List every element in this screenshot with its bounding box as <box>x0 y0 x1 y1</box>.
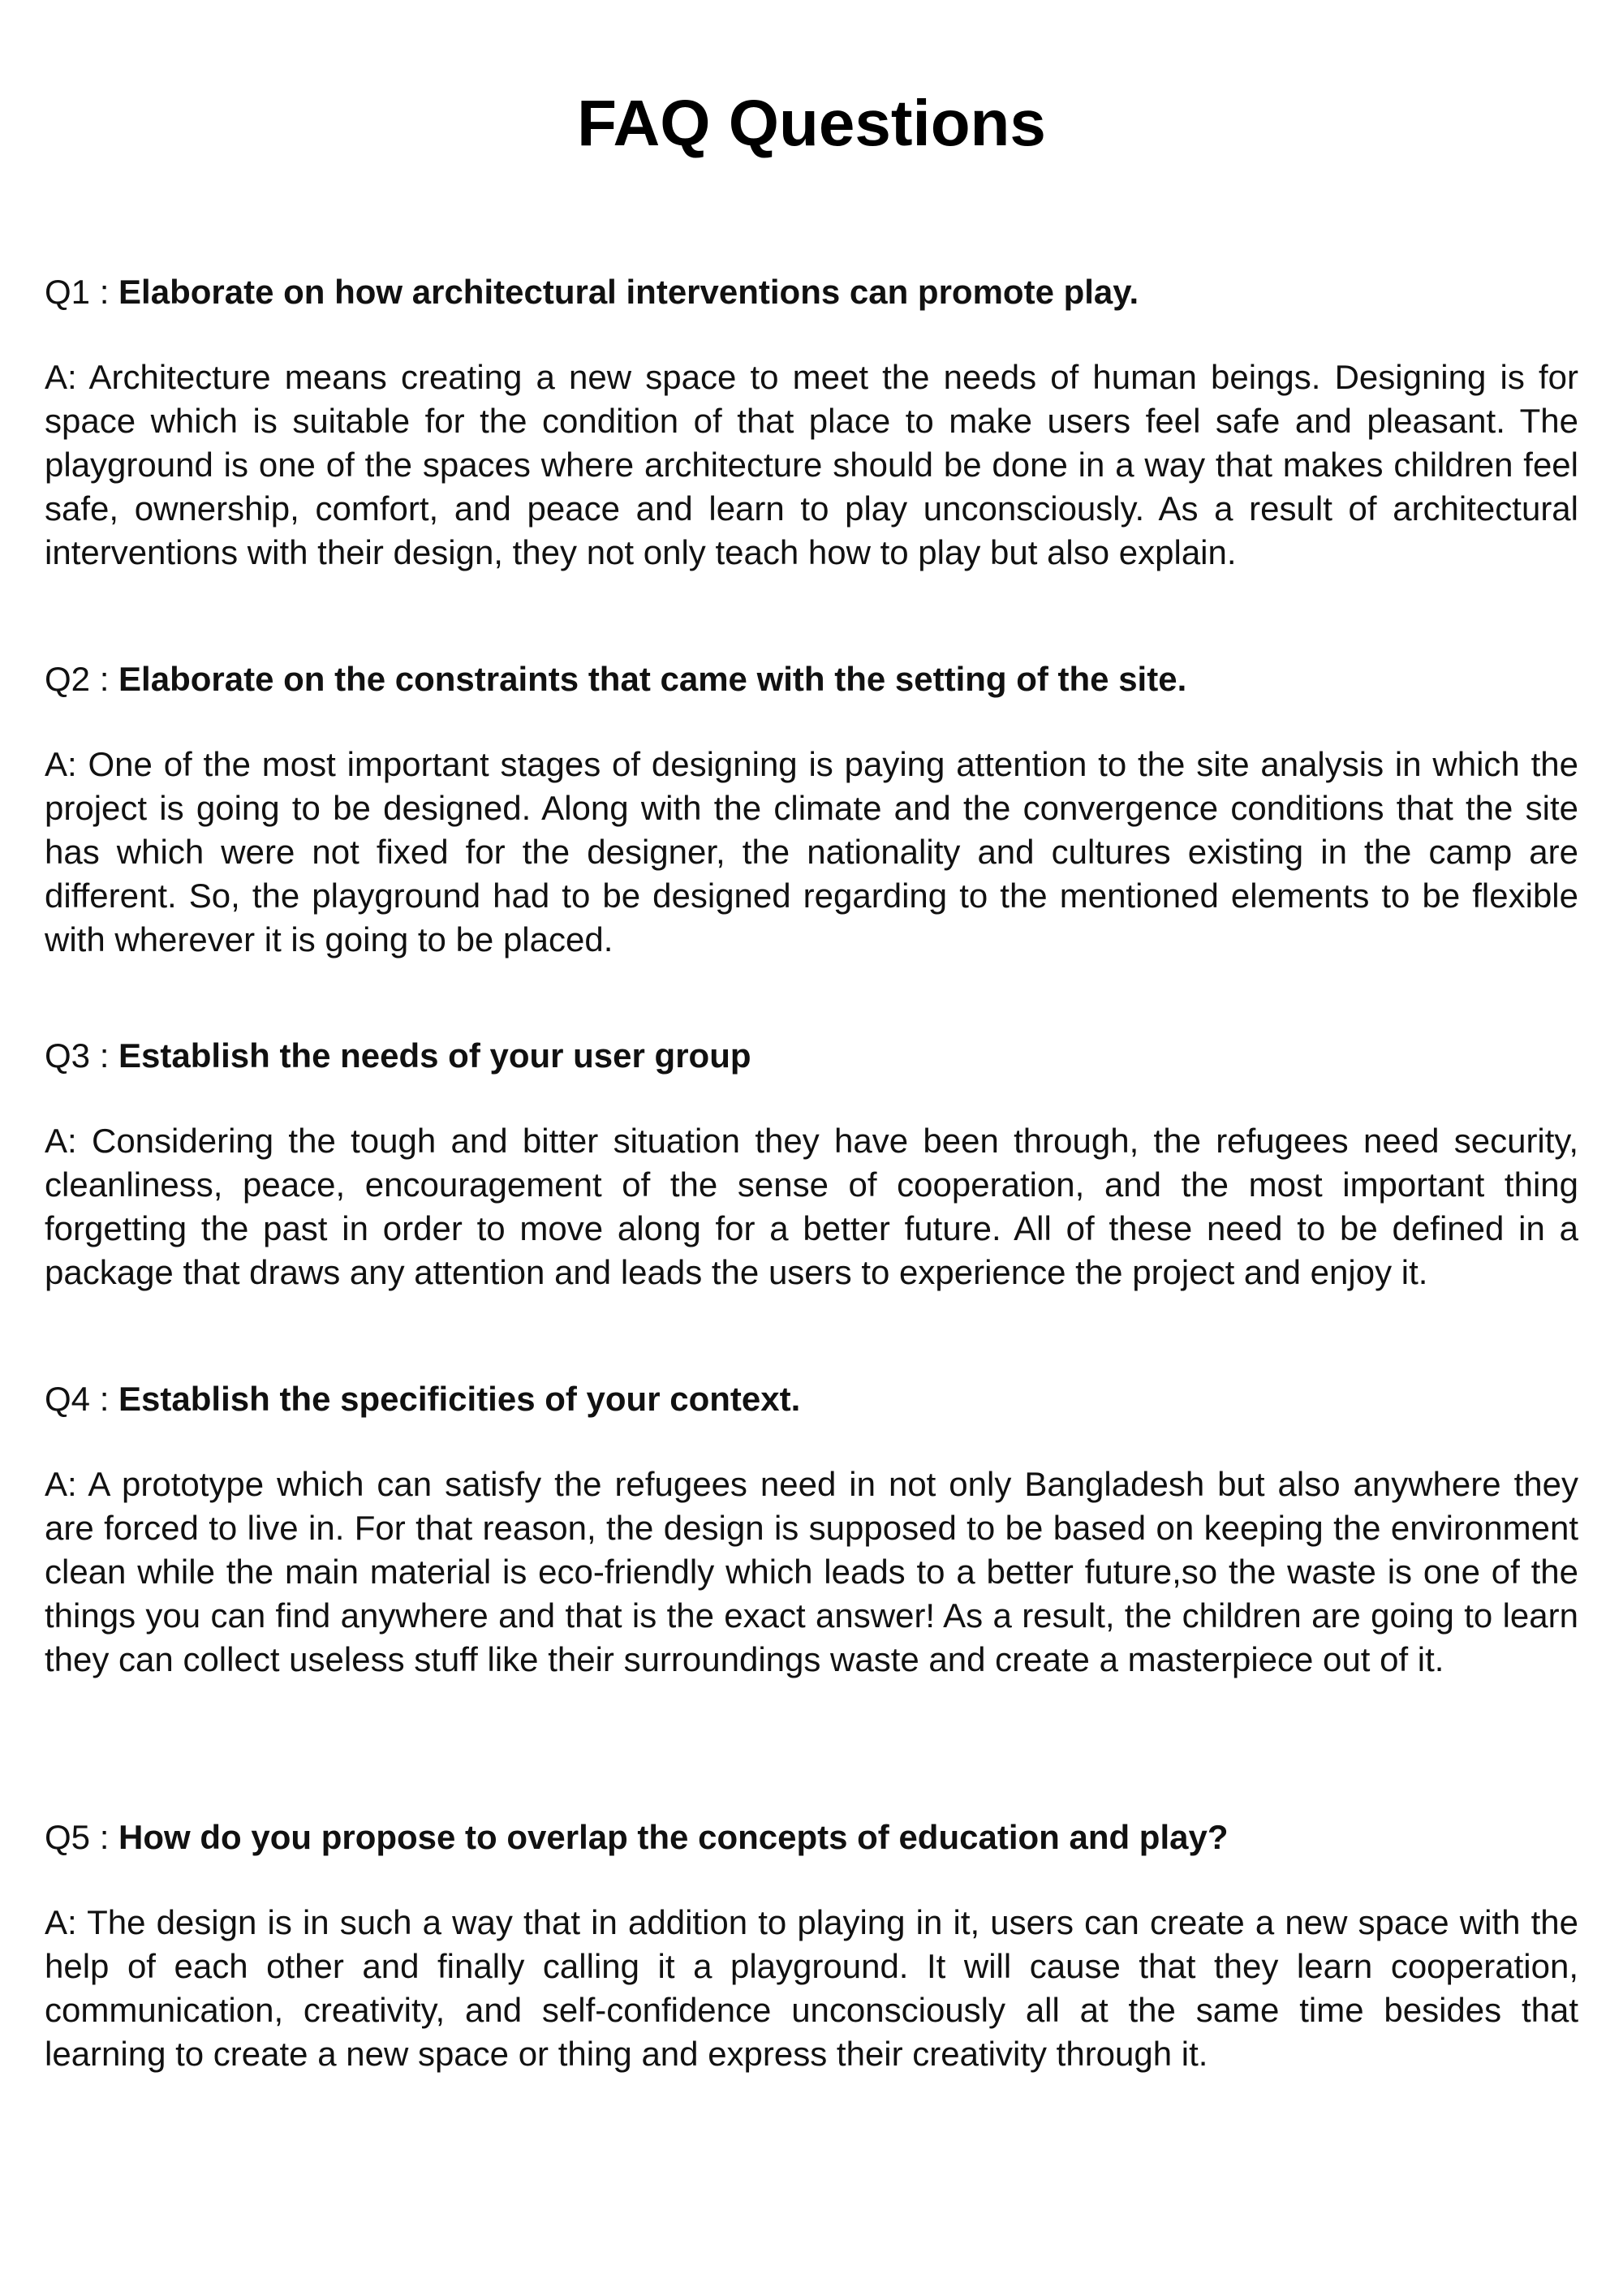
question-text: How do you propose to overlap the concepts of education and play? <box>118 1818 1229 1856</box>
question-number: Q4 <box>45 1380 91 1418</box>
question-text: Establish the needs of your user group <box>118 1036 751 1075</box>
question-number: Q3 <box>45 1036 91 1075</box>
question-number: Q1 <box>45 273 91 311</box>
faq-item-5 <box>45 1816 1578 2076</box>
faq-item-4 <box>45 1377 1578 1682</box>
question-text: Elaborate on how architectural interventions can promote play. <box>118 273 1139 311</box>
answer-5: A: The design is in such a way that in addition to playing in it, users can create a new space with the help of each other and finally calling it a playground. It will cause that they learn cooperation, communication, creativity, and self-confidence unconsciously all at the same time besides that learning to create a new space or thing and express their creativity through it. <box>45 1903 1578 2073</box>
page-title: FAQ Questions <box>577 87 1046 159</box>
question-4: Q4 : Establish the specificities of your context. <box>45 1380 801 1418</box>
answer-3: A: Considering the tough and bitter situation they have been through, the refugees need security, cleanliness, peace, encouragement of the sense of cooperation, and the most important thing forgetting the past in order to move along for a better future. All of these need to be defined in a package that draws any attention and leads the users to experience the project and enjoy it. <box>45 1122 1578 1291</box>
question-1: Q1 : Elaborate on how architectural interventions can promote play. <box>45 273 1139 311</box>
question-text: Elaborate on the constraints that came with the setting of the site. <box>118 660 1187 698</box>
answer-4: A: A prototype which can satisfy the refugees need in not only Bangladesh but also anywhere they are forced to live in. For that reason, the design is supposed to be based on keeping the environment clean while the main material is eco-friendly which leads to a better future,so the waste is one of the things you can find anywhere and that is the exact answer! As a result, the children are going to learn they can collect useless stuff like their surroundings waste and create a masterpiece out of it. <box>45 1465 1578 1678</box>
faq-item-2 <box>45 657 1578 962</box>
faq-item-3 <box>45 1034 1578 1294</box>
answer-2: A: One of the most important stages of designing is paying attention to the site analysis in which the project is going to be designed. Along with the climate and the convergence conditions that the site has which were not fixed for the designer, the nationality and cultures existing in the camp are different. So, the playground had to be designed regarding to the mentioned elements to be flexible with wherever it is going to be placed. <box>45 745 1578 958</box>
answer-1: A: Architecture means creating a new space to meet the needs of human beings. Designing is for space which is suitable for the condition of that place to make users feel safe and pleasant. The playground is one of the spaces where architecture should be done in a way that makes children feel safe, ownership, comfort, and peace and learn to play unconsciously. As a result of architectural interventions with their design, they not only teach how to play but also explain. <box>45 358 1578 571</box>
question-2: Q2 : Elaborate on the constraints that came with the setting of the site. <box>45 660 1187 698</box>
question-3: Q3 : Establish the needs of your user group <box>45 1036 751 1075</box>
question-text: Establish the specificities of your context. <box>118 1380 801 1418</box>
question-number: Q2 <box>45 660 91 698</box>
question-5: Q5 : How do you propose to overlap the concepts of education and play? <box>45 1818 1229 1856</box>
question-number: Q5 <box>45 1818 91 1856</box>
faq-item-1 <box>45 270 1578 575</box>
